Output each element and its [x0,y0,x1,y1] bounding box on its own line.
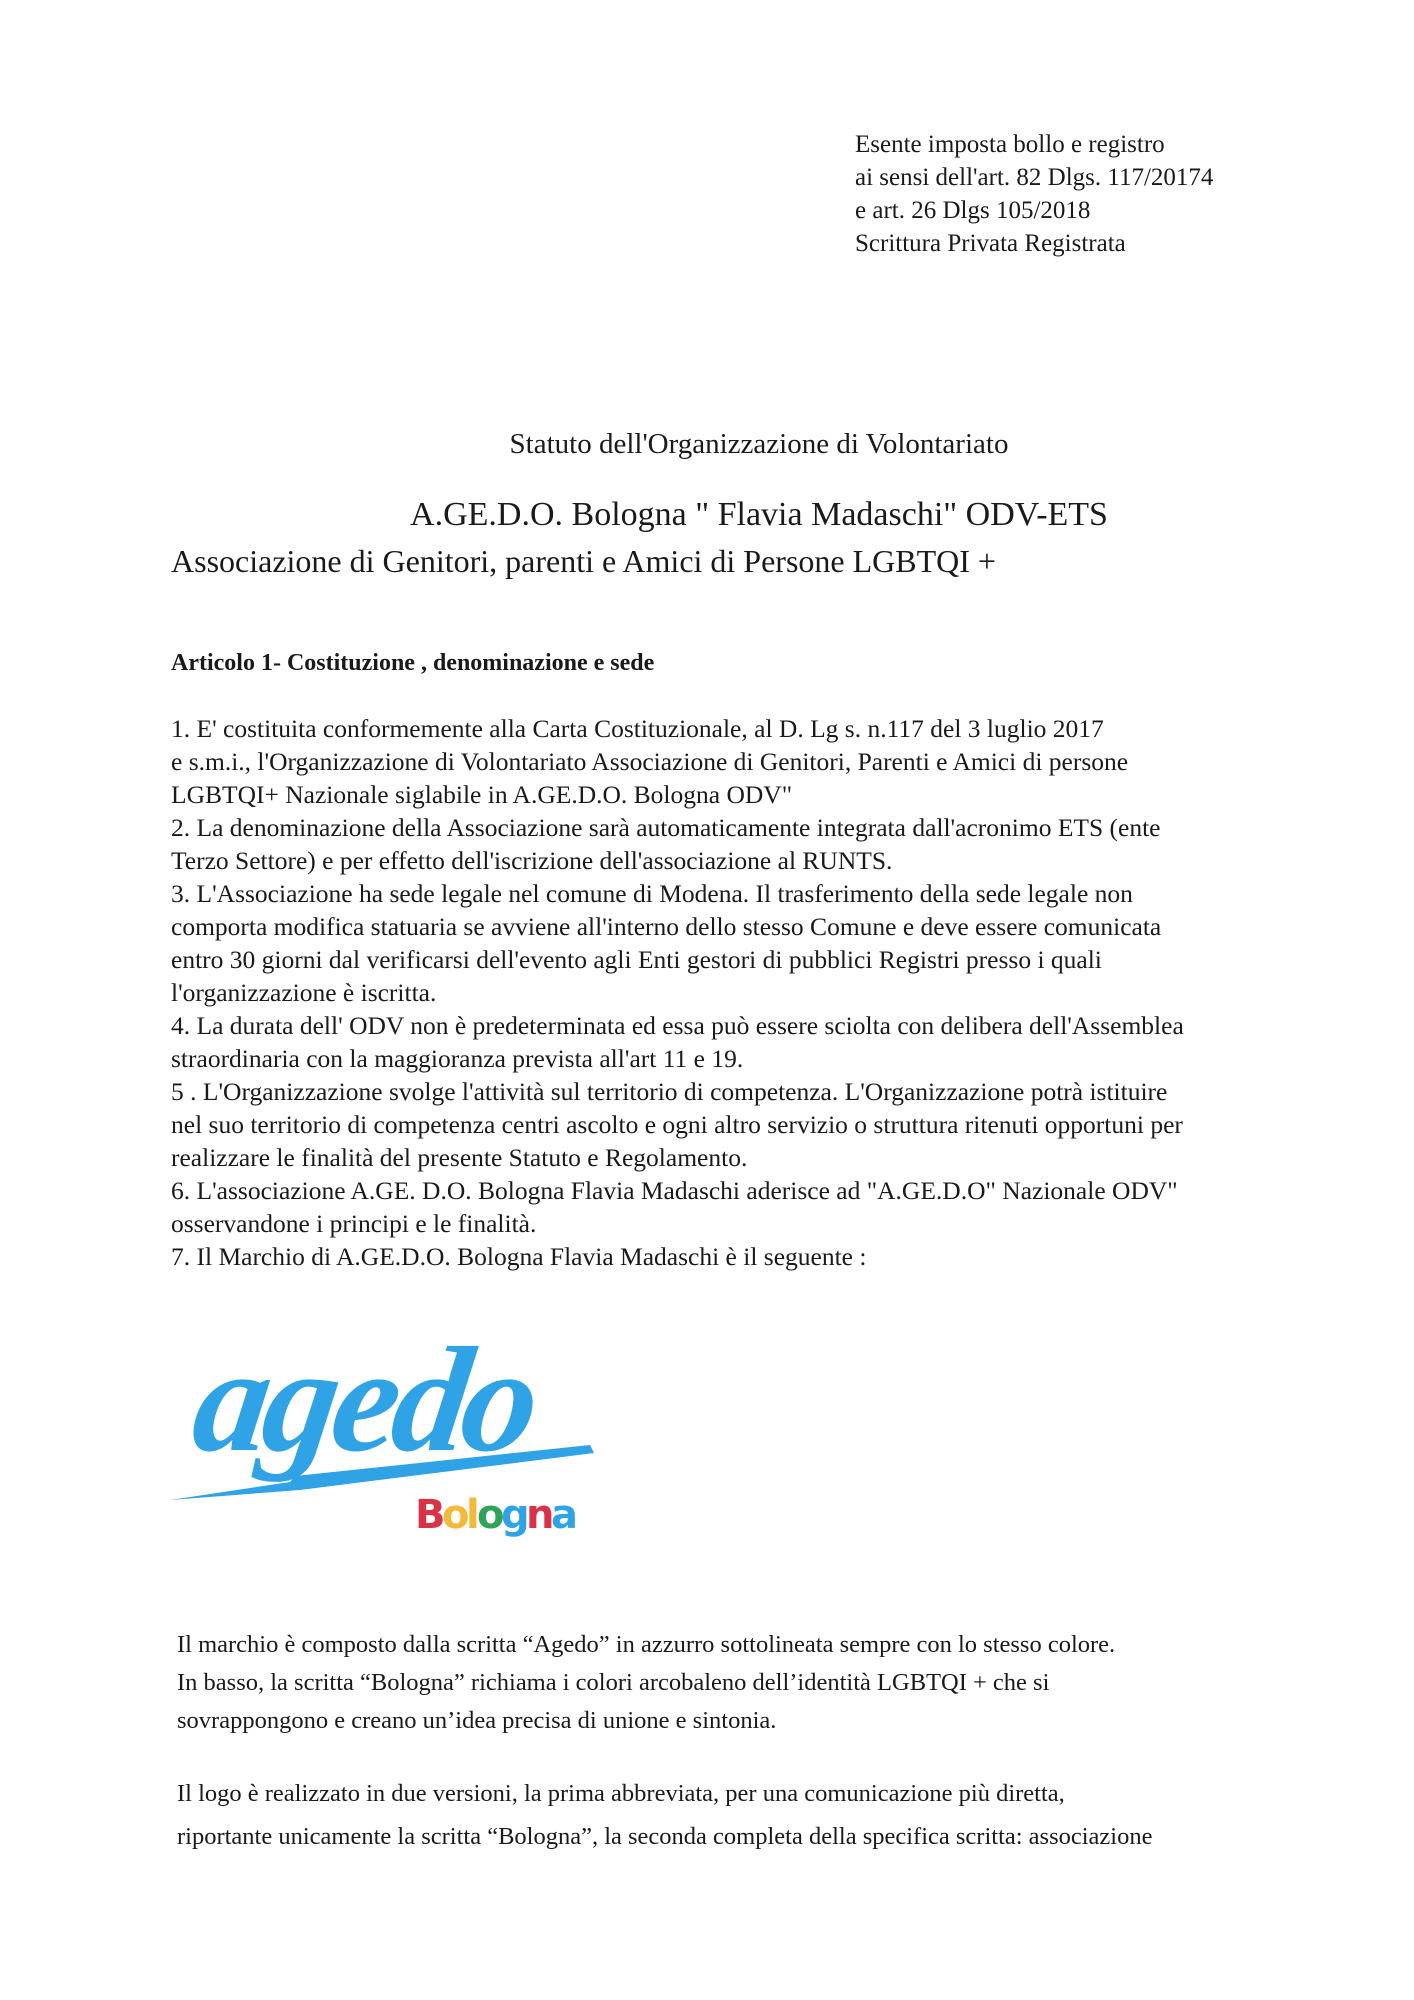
article-line: 3. L'Associazione ha sede legale nel comune di Modena. Il trasferimento della sede legale non [171,879,1133,908]
logo-letter: l [466,1492,480,1538]
article-line: osservandone i principi e le finalità. [171,1209,537,1238]
article-body [171,712,1184,1273]
tax-exemption-note [855,128,1213,260]
logo-letter: o [477,1492,505,1538]
article-line: e s.m.i., l'Organizzazione di Volontariato Associazione di Genitori, Parenti e Amici di persone [171,747,1129,776]
organization-subtitle: Associazione di Genitori, parenti e Amici di Persone LGBTQI + [171,543,996,579]
article-heading: Articolo 1- Costituzione , denominazione e sede [171,650,655,676]
article-line: comporta modifica statuaria se avviene all'interno dello stesso Comune e deve essere comunicata [171,912,1162,941]
article-line: straordinaria con la maggioranza prevista all'art 11 e 19. [171,1044,744,1073]
note-line: e art. 26 Dlgs 105/2018 [855,197,1091,224]
note-line: ai sensi dell'art. 82 Dlgs. 117/20174 [855,164,1214,191]
article-line: 1. E' costituita conformemente alla Carta Costituzionale, al D. Lg s. n.117 del 3 luglio 2017 [171,714,1104,743]
paragraph-line: sovrappongono e creano un’idea precisa di unione e sintonia. [177,1707,777,1734]
organization-name: A.GE.D.O. Bologna " Flavia Madaschi" ODV-ETS [410,496,1108,533]
article-line: Terzo Settore) e per effetto dell'iscrizione dell'associazione al RUNTS. [171,846,893,875]
article-line: realizzare le finalità del presente Statuto e Regolamento. [171,1143,748,1172]
logo-versions-description [177,1772,1153,1858]
paragraph-line: In basso, la scritta “Bologna” richiama i colori arcobaleno dell’identità LGBTQI + che si [177,1669,1050,1696]
document-title: Statuto dell'Organizzazione di Volontariato [509,428,1009,460]
article-line: 2. La denominazione della Associazione sarà automaticamente integrata dall'acronimo ETS (ente [171,813,1161,842]
article-line: LGBTQI+ Nazionale siglabile in A.GE.D.O. Bologna ODV" [171,780,793,809]
paragraph-line: Il logo è realizzato in due versioni, la prima abbreviata, per una comunicazione più diretta, [177,1780,1065,1807]
trademark-description [177,1626,1115,1740]
note-line: Esente imposta bollo e registro [855,131,1165,158]
logo-letter: a [551,1492,578,1538]
logo-letter: o [442,1492,470,1538]
article-line: 7. Il Marchio di A.GE.D.O. Bologna Flavia Madaschi è il seguente : [171,1242,867,1271]
paragraph-line: Il marchio è composto dalla scritta “Agedo” in azzurro sottolineata sempre con lo stesso colore. [177,1631,1116,1658]
agedo-bologna-logo [170,1300,610,1545]
article-line: 6. L'associazione A.GE. D.O. Bologna Flavia Madaschi aderisce ad "A.GE.D.O" Nazionale ODV" [171,1176,1178,1205]
article-line: l'organizzazione è iscritta. [171,978,437,1007]
logo-letter: g [501,1492,530,1538]
logo-agedo-text: agedo [184,1316,545,1483]
paragraph-line: riportante unicamente la scritta “Bologna”, la seconda completa della specifica scritta: associazione [177,1823,1153,1850]
note-line: Scrittura Privata Registrata [855,230,1126,257]
logo-letter: n [526,1492,555,1538]
article-line: 5 . L'Organizzazione svolge l'attività sul territorio di competenza. L'Organizzazione potrà istituire [171,1077,1168,1106]
article-line: nel suo territorio di competenza centri ascolto e ogni altro servizio o struttura ritenuti opportuni per [171,1110,1183,1139]
article-line: 4. La durata dell' ODV non è predeterminata ed essa può essere sciolta con delibera dell'Assemblea [171,1011,1184,1040]
article-line: entro 30 giorni dal verificarsi dell'evento agli Enti gestori di pubblici Registri presso i quali [171,945,1102,974]
logo-letter: B [415,1492,446,1538]
logo-bologna-text [415,1492,578,1538]
